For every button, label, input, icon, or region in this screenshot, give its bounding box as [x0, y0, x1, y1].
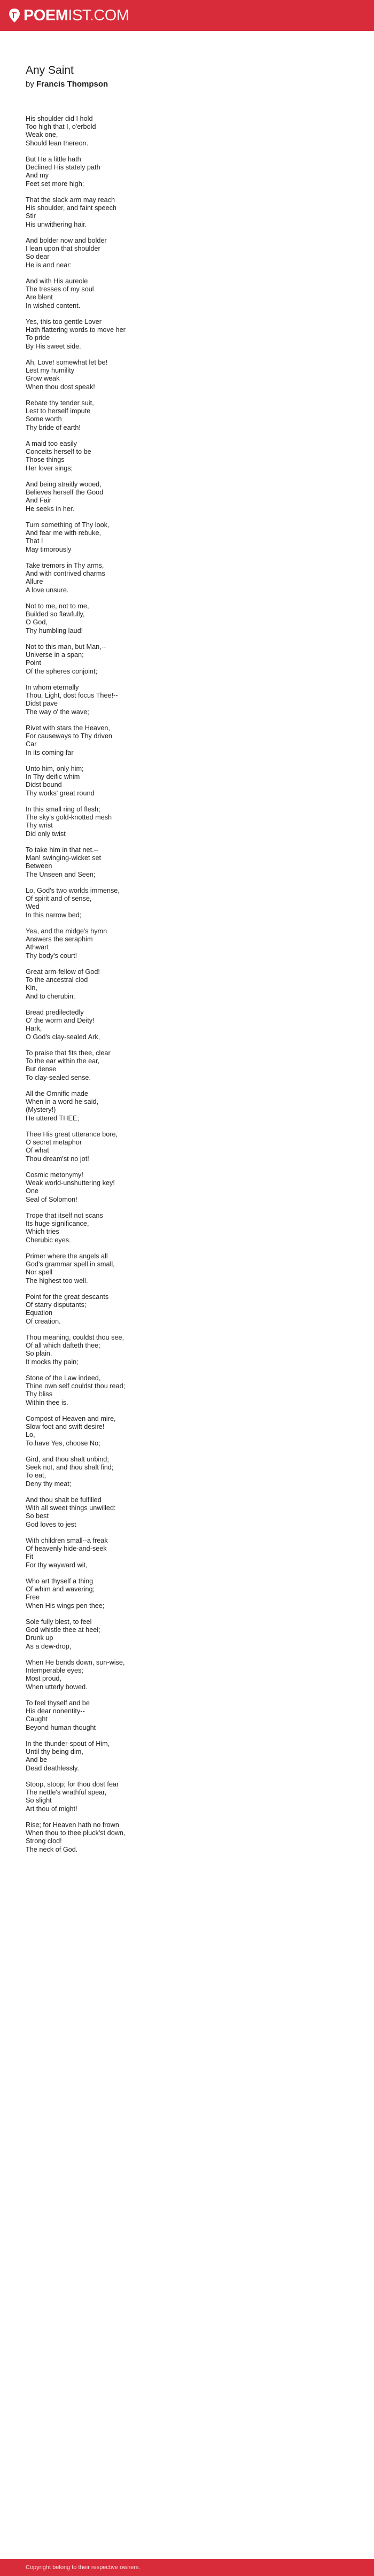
poem-stanza	[26, 1415, 348, 1448]
poem-line: Not to me, not to me,	[26, 602, 89, 610]
poem-line: His dear nonentity--	[26, 1707, 85, 1715]
poem-line: By His sweet side.	[26, 342, 81, 350]
poem-line: Most proud,	[26, 1675, 61, 1683]
poem-line: Free	[26, 1593, 40, 1602]
poem-line: He uttered THEE;	[26, 1114, 79, 1122]
poem-line: Gird, and thou shalt unbind;	[26, 1456, 109, 1463]
poem-line: To pride	[26, 334, 50, 342]
poem-line: O God,	[26, 618, 48, 626]
byline	[26, 79, 348, 89]
poem-line: Cosmic metonymy!	[26, 1171, 83, 1179]
poem-line: Thou meaning, couldst thou see,	[26, 1334, 124, 1341]
poem-line: Intemperable eyes;	[26, 1667, 83, 1675]
poem-line: Slow foot and swift desire!	[26, 1423, 105, 1431]
poem-line: Hark,	[26, 1025, 42, 1033]
poem-line: He seeks in her.	[26, 505, 74, 513]
poem-line: And my	[26, 172, 49, 180]
poem-line: And thou shalt be fulfilled	[26, 1496, 102, 1504]
poem-line: Rebate thy tender suit,	[26, 399, 94, 407]
poem-line: I lean upon that shoulder	[26, 245, 100, 253]
poem-stanza	[26, 602, 348, 635]
poem-stanza	[26, 1496, 348, 1529]
poem-line: Answers the seraphim	[26, 935, 93, 943]
poem-line: Bread predilectedly	[26, 1009, 84, 1016]
poem-line: Cherubic eyes.	[26, 1236, 71, 1244]
poem-line: In whom eternally	[26, 684, 79, 691]
poem-line: Thy bride of earth!	[26, 423, 81, 431]
poem-line: Weak one,	[26, 131, 58, 139]
logo-mark-icon	[9, 8, 20, 23]
poem-line: Its huge significance,	[26, 1220, 89, 1228]
poem-line: Lest to herself impute	[26, 407, 91, 415]
poem-line: Her lover sings;	[26, 464, 73, 472]
byline-prefix: by	[26, 80, 34, 89]
poem-line: Deny thy meat;	[26, 1480, 72, 1488]
top-bar	[0, 0, 374, 31]
poem-line: When His wings pen thee;	[26, 1602, 105, 1610]
poem-line: Hath flattering words to move her	[26, 326, 126, 334]
poem-stanza	[26, 440, 348, 473]
poem-stanza	[26, 1740, 348, 1773]
poem-line: Ah, Love! somewhat let be!	[26, 359, 108, 366]
poem-line: Kin,	[26, 984, 37, 992]
poem-stanza	[26, 237, 348, 269]
poem-line: A maid too easily	[26, 440, 77, 447]
poem-line: Did only twist	[26, 830, 66, 838]
poem-line: Point	[26, 659, 41, 667]
poem-stanza	[26, 927, 348, 960]
poem-line: Drunk up	[26, 1634, 53, 1642]
poem-line: When He bends down, sun-wise,	[26, 1659, 125, 1666]
poem-line: Universe in a span;	[26, 651, 84, 659]
footer-bar	[0, 2559, 374, 2576]
logo-wordmark-light: IST.COM	[68, 7, 129, 24]
poem-line: Weak world-unshuttering key!	[26, 1179, 115, 1187]
poem-line: Lo,	[26, 1431, 35, 1439]
poem-line: Seal of Solomon!	[26, 1195, 77, 1203]
poem-line: Stoop, stoop; for thou dost fear	[26, 1781, 119, 1788]
poem-stanza	[26, 1659, 348, 1691]
poem-line: So plain,	[26, 1350, 52, 1358]
poem-line: Between	[26, 862, 52, 870]
poem-line: With children small--a freak	[26, 1537, 108, 1544]
poem-stanza	[26, 156, 348, 188]
poem-line: Stir	[26, 212, 36, 220]
poem-line: Car	[26, 740, 37, 748]
poem-content	[26, 63, 348, 1862]
poem-line: In wished content.	[26, 301, 81, 310]
poem-line: When in a word he said,	[26, 1098, 99, 1106]
poem-line: Of what	[26, 1147, 49, 1155]
poem-line: To the ancestral clod	[26, 976, 88, 984]
poem-line: O secret metaphor	[26, 1139, 82, 1147]
poem-line: Too high that I, o'erbold	[26, 123, 96, 131]
poem-line: To eat,	[26, 1472, 46, 1480]
poem-line: But dense	[26, 1065, 57, 1073]
poem-line: Beyond human thought	[26, 1723, 96, 1731]
poem-line: Thou, Light, dost focus Thee!--	[26, 692, 118, 700]
poem-line: So slight	[26, 1797, 52, 1805]
poem-line: With all sweet things unwilled:	[26, 1504, 116, 1512]
poem-line: Seek not, and thou shalt find;	[26, 1464, 114, 1472]
poem-line: To feel thyself and be	[26, 1699, 90, 1707]
poem-line: In this small ring of flesh;	[26, 806, 100, 813]
poem-line: Nor spell	[26, 1268, 53, 1277]
poem-line: Athwart	[26, 943, 49, 952]
poem-line: Until thy being dim,	[26, 1748, 83, 1756]
poem-stanza	[26, 115, 348, 148]
poem-line: Sole fully blest, to feel	[26, 1618, 92, 1626]
poem-stanza	[26, 1821, 348, 1854]
poem-line: Of whim and wavering;	[26, 1585, 95, 1593]
poem-line: Within thee is.	[26, 1398, 68, 1406]
poem-line: In this narrow bed;	[26, 911, 82, 919]
poem-line: Feet set more high;	[26, 180, 84, 188]
poem-line: So dear	[26, 253, 50, 261]
poem-stanza	[26, 1212, 348, 1244]
poem-stanza	[26, 359, 348, 391]
poem-stanza	[26, 724, 348, 757]
poem-line: The sky's gold-knotted mesh	[26, 814, 112, 822]
poem-stanza	[26, 1537, 348, 1569]
poem-line: Of starry disputants;	[26, 1301, 87, 1309]
poem-line: God's grammar spell in small,	[26, 1260, 115, 1268]
poem-line: Some worth	[26, 415, 62, 423]
poem-stanza	[26, 765, 348, 798]
poem-line: His unwithering hair.	[26, 220, 87, 228]
poem-line: Take tremors in Thy arms,	[26, 562, 104, 569]
poem-line: (Mystery!)	[26, 1106, 56, 1114]
poem-line: Point for the great descants	[26, 1293, 109, 1301]
poem-line: So best	[26, 1512, 49, 1520]
poem-line: Compost of Heaven and mire,	[26, 1415, 116, 1422]
poem-line: Of heavenly hide-and-seek	[26, 1545, 107, 1553]
poem-body	[26, 115, 348, 1854]
poem-line: O' the worm and Deity!	[26, 1017, 95, 1025]
poem-line: The way o' the wave;	[26, 708, 89, 716]
logo-wordmark-bold: POEM	[24, 7, 68, 24]
poem-line: Primer where the angels all	[26, 1252, 108, 1260]
copyright-text: Copyright belong to their respective owners.	[26, 2564, 141, 2571]
poem-line: All the Omnific made	[26, 1090, 89, 1097]
poem-line: Not to this man, but Man,--	[26, 643, 106, 651]
poem-line: In the thunder-spout of Him,	[26, 1740, 110, 1747]
poem-line: Of all which dafteth thee;	[26, 1342, 100, 1350]
poem-line: O God's clay-sealed Ark,	[26, 1033, 100, 1041]
poem-line: But He a little hath	[26, 156, 81, 163]
poem-stanza	[26, 1131, 348, 1163]
poem-line: To have Yes, choose No;	[26, 1439, 100, 1447]
poem-stanza	[26, 643, 348, 676]
poem-line: And being straitly wooed,	[26, 481, 102, 488]
poem-stanza	[26, 968, 348, 1001]
poem-stanza	[26, 1456, 348, 1488]
site-logo[interactable]	[9, 7, 129, 24]
poem-line: God loves to jest	[26, 1520, 76, 1528]
poem-line: Man! swinging-wicket set	[26, 854, 102, 862]
poem-line: Didst bound	[26, 781, 62, 789]
poem-stanza	[26, 481, 348, 513]
poem-line: Wed	[26, 903, 40, 911]
author-link[interactable]: Francis Thompson	[36, 80, 108, 89]
poem-stanza	[26, 684, 348, 716]
poem-stanza	[26, 1293, 348, 1326]
poem-line: Trope that itself not scans	[26, 1212, 103, 1219]
poem-line: Art thou of might!	[26, 1805, 77, 1813]
poem-line: The Unseen and Seen;	[26, 870, 96, 878]
poem-line: To take him in that net.--	[26, 846, 99, 854]
poem-line: Of spirit and of sense,	[26, 895, 92, 903]
poem-line: Equation	[26, 1309, 53, 1317]
poem-line: Grow weak	[26, 375, 60, 383]
poem-line: In its coming far	[26, 748, 74, 756]
poem-stanza	[26, 1577, 348, 1610]
poem-stanza	[26, 562, 348, 594]
poem-line: And Fair	[26, 497, 51, 505]
poem-line: Yes, this too gentle Lover	[26, 318, 102, 326]
poem-stanza	[26, 1781, 348, 1813]
poem-line: He is and near:	[26, 261, 72, 269]
poem-line: May timorously	[26, 545, 72, 553]
poem-stanza	[26, 1049, 348, 1082]
poem-stanza	[26, 887, 348, 919]
poem-line: When utterly bowed.	[26, 1683, 88, 1691]
poem-line: That I	[26, 537, 43, 545]
poem-line: God whistle thee at heel;	[26, 1626, 100, 1634]
poem-line: Turn something of Thy look,	[26, 521, 110, 529]
poem-title: Any Saint	[26, 64, 74, 76]
poem-line: Unto him, only him;	[26, 765, 84, 772]
poem-stanza	[26, 1374, 348, 1407]
poem-line: Who art thyself a thing	[26, 1577, 94, 1585]
poem-line: For thy wayward wit,	[26, 1561, 88, 1569]
poem-line: Builded so flawfully,	[26, 610, 85, 618]
poem-stanza	[26, 1090, 348, 1123]
poem-line: Fit	[26, 1553, 34, 1561]
poem-line: Great arm-fellow of God!	[26, 968, 100, 976]
poem-line: And with His aureole	[26, 277, 88, 285]
poem-line: Dead deathlessly.	[26, 1764, 79, 1772]
poem-line: His shoulder, and faint speech	[26, 204, 116, 212]
poem-line: Should lean thereon.	[26, 139, 89, 147]
poem-line: Yea, and the midge's hymn	[26, 927, 107, 935]
poem-line: Rise; for Heaven hath no frown	[26, 1821, 119, 1829]
poem-line: Declined His stately path	[26, 164, 100, 172]
poem-line: Thy wrist	[26, 822, 53, 830]
poem-line: It mocks thy pain;	[26, 1358, 79, 1366]
poem-stanza	[26, 846, 348, 879]
poem-line: And with contrived charms	[26, 570, 105, 578]
poem-line: Conceits herself to be	[26, 448, 91, 456]
poem-line: To praise that fits thee, clear	[26, 1049, 111, 1057]
poem-line: The neck of God.	[26, 1845, 78, 1853]
poem-stanza	[26, 521, 348, 554]
poem-line: And bolder now and bolder	[26, 237, 107, 244]
poem-line: Lo, God's two worlds immense,	[26, 887, 120, 894]
poem-line: Which tries	[26, 1228, 59, 1236]
poem-line: One	[26, 1187, 38, 1195]
poem-stanza	[26, 196, 348, 229]
poem-line: Thine own self couldst thou read;	[26, 1382, 126, 1390]
poem-line: Are blent	[26, 293, 53, 301]
poem-line: Thy humbling laud!	[26, 626, 83, 635]
poem-line: As a dew-drop,	[26, 1642, 72, 1650]
poem-line: His shoulder did I hold	[26, 115, 93, 122]
poem-line: Thee His great utterance bore,	[26, 1131, 118, 1138]
poem-line: Thou dream'st no jot!	[26, 1155, 89, 1163]
poem-line: Allure	[26, 578, 43, 586]
poem-line: Didst pave	[26, 700, 58, 708]
logo-wordmark	[24, 7, 129, 24]
poem-stanza	[26, 806, 348, 838]
poem-line: In Thy deific whim	[26, 773, 80, 781]
poem-line: Thy works' great round	[26, 789, 95, 797]
poem-stanza	[26, 1009, 348, 1041]
poem-line: Caught	[26, 1715, 48, 1723]
poem-line: And fear me with rebuke,	[26, 529, 102, 537]
poem-stanza	[26, 1252, 348, 1285]
poem-line: Rivet with stars the Heaven,	[26, 724, 110, 732]
poem-line: Lest my humility	[26, 367, 74, 375]
poem-line: That the slack arm may reach	[26, 196, 115, 204]
poem-line: To the ear within the ear,	[26, 1057, 100, 1065]
poem-line: To clay-sealed sense.	[26, 1073, 91, 1081]
poem-line: Those things	[26, 456, 65, 464]
poem-line: When thou to thee pluck'st down,	[26, 1829, 126, 1837]
poem-line: Strong clod!	[26, 1837, 62, 1845]
poem-stanza	[26, 1618, 348, 1651]
poem-line: Stone of the Law indeed,	[26, 1374, 101, 1382]
poem-line: Of the spheres conjoint;	[26, 667, 97, 675]
poem-line: And to cherubin;	[26, 992, 75, 1000]
poem-line: The nettle's wrathful spear,	[26, 1789, 107, 1797]
poem-stanza	[26, 399, 348, 432]
poem-line: A love unsure.	[26, 586, 69, 594]
poem-stanza	[26, 1334, 348, 1366]
poem-line: Of creation.	[26, 1317, 61, 1325]
poem-line: The tresses of my soul	[26, 285, 94, 293]
poem-line: For causeways to Thy driven	[26, 732, 112, 740]
poem-stanza	[26, 1171, 348, 1204]
poem-stanza	[26, 1699, 348, 1732]
poem-stanza	[26, 277, 348, 310]
poem-line: Thy bliss	[26, 1390, 53, 1398]
poem-line: Thy body's court!	[26, 952, 77, 960]
poem-line: The highest too well.	[26, 1277, 88, 1285]
poem-line: Believes herself the Good	[26, 489, 104, 497]
poem-line: And be	[26, 1756, 48, 1764]
poem-stanza	[26, 318, 348, 351]
poem-line: When thou dost speak!	[26, 383, 95, 391]
